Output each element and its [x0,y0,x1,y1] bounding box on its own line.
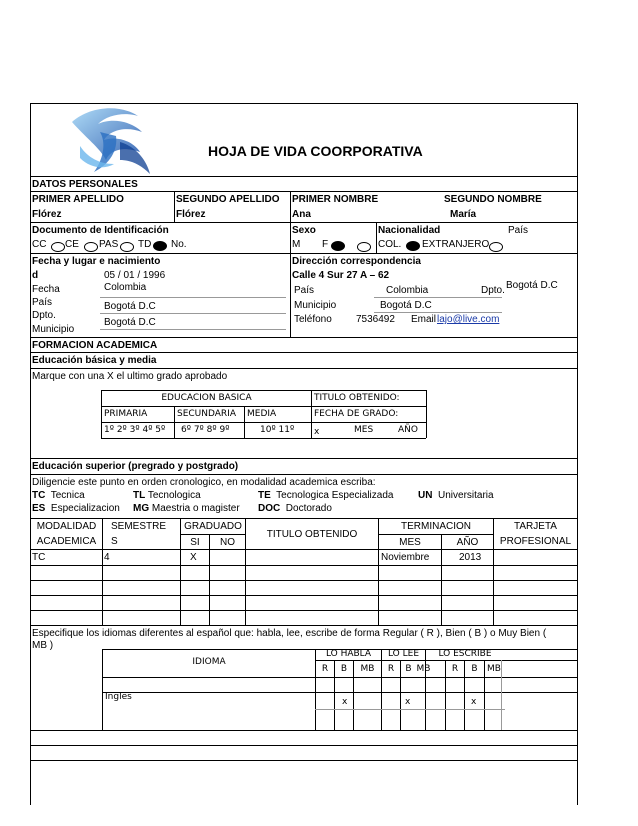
mod-mg: MG Maestria o magister [133,503,240,514]
th-semestre-a: SEMESTRE [111,521,167,532]
heading-superior: Educación superior (pregrado y postgrado) [32,461,239,472]
eb-grados-secundaria[interactable]: 6º 7º 8º 9º [181,425,230,435]
doc-cc-radio[interactable] [51,242,65,252]
value-direccion[interactable]: Calle 4 Sur 27 A – 62 [292,270,390,281]
label-fecha-lugar-d: d [32,270,39,281]
eb-header: EDUCACION BASICA [161,393,252,403]
eb-ano[interactable]: AÑO [398,425,418,435]
doc-opt-ce: CE [65,239,79,250]
habla-r: R [321,664,329,674]
ingles-escribe-mark[interactable]: x [471,697,477,707]
th-si: SI [190,537,200,548]
idioma-header: IDIOMA [192,657,226,667]
label-email: Email [411,314,437,325]
idioma-ingles[interactable]: Ingles [105,692,132,702]
eb-fecha-grado: FECHA DE GRADO: [314,409,399,419]
section-datos-personales: DATOS PERSONALES [32,179,138,190]
frame-top [30,103,577,104]
frame-left [30,103,31,805]
nac-opt-extranjero: EXTRANJERO [422,239,490,250]
instr-idiomas-a: Especifique los idiomas diferentes al español que: habla, lee, escribe de forma Regular ( R ), Bien ( B ) o Muy Bien ( [32,628,547,639]
section-formacion: FORMACION ACADEMICA [32,340,158,351]
ingles-lee-mark[interactable]: x [405,697,411,707]
doc-opt-pas: PAS [99,239,119,250]
mod-te: TE Tecnologica Especializada [258,490,394,501]
mod-un: UN Universitaria [418,490,494,501]
value-dpto-dir[interactable]: Bogotá D.C [506,280,558,291]
label-dpto-dir: Dpto. [481,285,505,296]
eb-mes[interactable]: MES [354,425,374,435]
label-fecha-lugar: Fecha y lugar e nacimiento [32,256,161,267]
label-primer-nombre: PRIMER NOMBRE [292,194,379,205]
value-telefono[interactable]: 7536492 [356,314,395,325]
th-terminacion: TERMINACION [401,521,471,532]
label-fecha: Fecha [32,284,60,295]
value-muni-dir[interactable]: Bogotá D.C [380,300,432,311]
row1-modalidad[interactable]: TC [32,552,46,563]
eb-primaria: PRIMARIA [104,409,148,419]
th-modalidad-a: MODALIDAD [36,521,97,532]
escribe-r: R [451,664,459,674]
habla-header: LO HABLA [325,649,372,659]
th-no: NO [220,537,235,548]
mod-es: ES Especializacion [32,503,120,514]
habla-b: B [340,664,348,674]
label-pais-row: País [32,297,53,308]
nac-extranjero-radio[interactable] [489,242,503,252]
th-graduado: GRADUADO [184,521,242,532]
row1-graduado-si[interactable]: X [190,552,197,563]
sexo-opt-f: F [322,239,329,250]
sexo-m-radio[interactable] [357,242,371,252]
label-doc-no: No. [171,239,187,250]
label-segundo-apellido: SEGUNDO APELLIDO [176,194,280,205]
th-mes: MES [399,537,421,548]
page-title: HOJA DE VIDA COORPORATIVA [208,143,423,159]
instr-superior: Diligencie este punto en orden cronologico, en modalidad academica escriba: [32,477,376,488]
sexo-opt-m: M [292,239,301,250]
escribe-b: B [471,664,478,674]
mod-doc: DOC Doctorado [258,503,332,514]
ingles-habla-mark[interactable]: x [342,697,348,707]
eb-media: MEDIA [247,409,277,419]
frame-right [577,103,578,805]
th-tarjeta-b: PROFESIONAL [499,536,572,547]
label-sexo: Sexo [292,225,316,236]
escribe-mb: MB [487,664,501,674]
eb-titulo-header: TITULO OBTENIDO: [314,393,400,403]
lee-mb: MB [416,664,431,674]
lee-header: LO LEE [387,649,420,659]
label-pais-nac: País [508,225,529,236]
escribe-header: LO ESCRIBE [438,649,492,659]
mod-tl: TL Tecnologica [133,490,201,501]
value-pais-nac[interactable]: Colombia [104,282,147,293]
row1-semestre[interactable]: 4 [104,552,110,563]
doc-td-radio[interactable] [153,241,167,251]
nac-opt-col: COL. [378,239,402,250]
doc-pas-radio[interactable] [120,242,134,252]
logo-bird-icon [60,102,170,182]
th-semestre-b: S [111,536,118,547]
eb-grados-media[interactable]: 10º 11º [260,425,295,435]
eb-mark-x[interactable]: x [314,427,320,437]
instr-idiomas-b: MB ) [32,640,54,651]
label-telefono: Teléfono [294,314,332,325]
value-fecha-nacimiento[interactable]: 05 / 01 / 1996 [104,270,166,281]
value-dpto-nac[interactable]: Bogotá D.C [104,301,156,312]
value-primer-nombre[interactable]: Ana [292,209,311,220]
habla-mb: MB [360,664,375,674]
mod-tc: TC Tecnica [32,490,85,501]
value-muni-nac[interactable]: Bogotá D.C [104,317,156,328]
doc-opt-td: TD [138,239,152,250]
th-tarjeta-a: TARJETA [514,521,557,532]
lee-r: R [387,664,395,674]
label-documento: Documento de Identificación [32,225,169,236]
heading-basica: Educación básica y media [32,355,157,366]
th-modalidad-b: ACADEMICA [36,536,97,547]
eb-secundaria: SECUNDARIA [177,409,236,419]
value-pais-dir[interactable]: Colombia [386,285,429,296]
label-segundo-nombre: SEGUNDO NOMBRE [444,194,542,205]
th-ano: AÑO [456,537,479,548]
label-primer-apellido: PRIMER APELLIDO [32,194,124,205]
doc-opt-cc: CC [32,239,47,250]
nac-col-radio[interactable] [406,241,420,251]
label-pais-dir: País [294,285,315,296]
eb-grados-primaria[interactable]: 1º 2º 3º 4º 5º [104,425,166,435]
row1-mes[interactable]: Noviembre [381,552,430,563]
row1-ano[interactable]: 2013 [459,552,482,563]
label-muni-row: Municipio [32,324,75,335]
value-primer-apellido[interactable]: Flórez [32,209,62,220]
value-segundo-apellido[interactable]: Flórez [176,209,206,220]
sexo-f-radio[interactable] [331,241,345,251]
value-email-link[interactable]: lajo@live.com [437,314,500,325]
label-nacionalidad: Nacionalidad [378,225,441,236]
label-muni-dir: Municipio [294,300,337,311]
label-direccion: Dirección correspondencia [292,256,421,267]
th-titulo: TITULO OBTENIDO [266,529,358,540]
doc-ce-radio[interactable] [84,242,98,252]
label-dpto-row: Dpto. [32,310,56,321]
lee-b: B [405,664,412,674]
instr-basica: Marque con una X el ultimo grado aprobado [32,371,228,382]
value-segundo-nombre[interactable]: María [450,209,477,220]
